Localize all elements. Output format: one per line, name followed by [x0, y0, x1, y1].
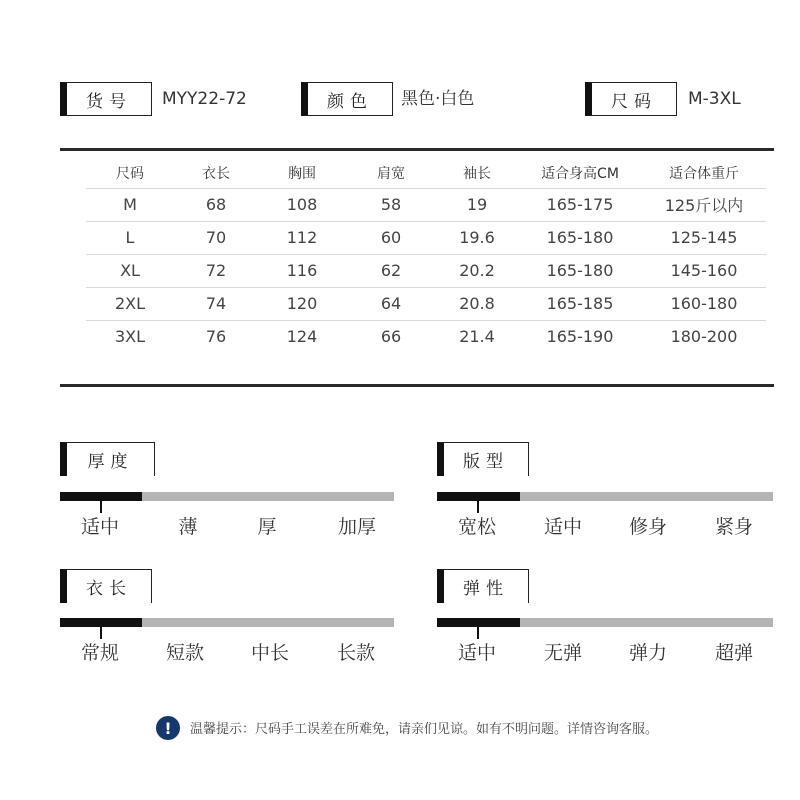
- table-cell: 58: [346, 188, 436, 221]
- table-cell: 116: [258, 254, 346, 287]
- length-option: 短款: [165, 642, 205, 664]
- length-option: 常规: [80, 642, 120, 664]
- table-cell: 20.2: [436, 254, 518, 287]
- elasticity-option: 适中: [457, 642, 497, 664]
- fit-option: 紧身: [714, 516, 754, 538]
- thickness-title: 厚度: [87, 452, 134, 472]
- size-range-value: M-3XL: [688, 89, 741, 109]
- table-cell: L: [86, 221, 174, 254]
- table-row: [86, 254, 766, 287]
- length-option: 中长: [250, 642, 290, 664]
- item-number-label: 货号: [86, 91, 132, 112]
- table-cell: 20.8: [436, 287, 518, 320]
- table-cell: M: [86, 188, 174, 221]
- elasticity-option: 弹力: [628, 642, 668, 664]
- elasticity-scale-indicator: [437, 618, 520, 627]
- table-cell: 74: [174, 287, 258, 320]
- thickness-option: 加厚: [337, 516, 377, 538]
- fit-option: 宽松: [457, 516, 497, 538]
- exclamation-icon: !: [156, 716, 180, 740]
- table-cell: 21.4: [459, 327, 495, 347]
- fit-title: 版型: [463, 452, 509, 472]
- table-cell: 165-180: [518, 254, 642, 287]
- fit-scale-indicator: [437, 492, 520, 501]
- table-cell: 108: [258, 188, 346, 221]
- table-cell: 19: [436, 188, 518, 221]
- table-cell: 180-200: [670, 327, 738, 347]
- table-cell: 70: [174, 221, 258, 254]
- table-cell: 68: [174, 188, 258, 221]
- color-value: 黑色·白色: [401, 89, 475, 109]
- table-cell: 72: [174, 254, 258, 287]
- header-cell: 尺码: [116, 165, 144, 182]
- size-chart-table: [86, 158, 766, 353]
- table-header-row: [86, 158, 766, 188]
- thickness-title-box: [60, 442, 155, 476]
- table-cell: 62: [346, 254, 436, 287]
- table-cell: 125斤以内: [642, 188, 766, 221]
- table-row: [86, 320, 766, 353]
- size-label-box: [585, 82, 677, 116]
- table-cell: 112: [258, 221, 346, 254]
- elasticity-option: 超弹: [714, 642, 754, 664]
- header-cell: 适合体重斤: [669, 165, 739, 182]
- item-number-value: MYY22-72: [162, 89, 247, 109]
- table-cell: 160-180: [642, 287, 766, 320]
- table-cell: XL: [86, 254, 174, 287]
- thickness-option: 适中: [80, 516, 120, 538]
- table-cell: 125-145: [642, 221, 766, 254]
- header-cell: 适合身高CM: [541, 165, 619, 182]
- fit-title-box: [437, 442, 529, 476]
- header-cell: 衣长: [202, 165, 230, 182]
- table-cell: 165-175: [518, 188, 642, 221]
- table-cell: 3XL: [114, 327, 146, 347]
- table-cell: 165-185: [518, 287, 642, 320]
- item-number-label-box: [60, 82, 152, 116]
- thickness-option: 薄: [178, 516, 198, 538]
- table-cell: 64: [346, 287, 436, 320]
- table-row: [86, 188, 766, 221]
- table-cell: 120: [258, 287, 346, 320]
- header-cell: 胸围: [288, 165, 316, 182]
- length-option: 长款: [336, 642, 376, 664]
- header-cell: 肩宽: [377, 165, 405, 182]
- table-top-divider: [60, 148, 774, 151]
- table-row: [86, 287, 766, 320]
- thickness-option: 厚: [257, 516, 277, 538]
- table-bottom-divider: [60, 384, 774, 387]
- length-title-box: [60, 569, 152, 603]
- color-label-box: [301, 82, 393, 116]
- table-cell: 165-190: [546, 327, 614, 347]
- table-cell: 2XL: [86, 287, 174, 320]
- header-cell: 袖长: [463, 165, 491, 182]
- fit-option: 适中: [543, 516, 583, 538]
- size-label: 尺码: [611, 91, 657, 112]
- table-cell: 66: [380, 327, 402, 347]
- elasticity-option: 无弹: [543, 642, 583, 664]
- notice-text: 温馨提示：尺码手工误差在所难免，请亲们见谅。如有不明问题。详情咨询客服。: [190, 722, 659, 737]
- table-cell: 165-180: [518, 221, 642, 254]
- table-cell: 19.6: [436, 221, 518, 254]
- table-cell: 145-160: [642, 254, 766, 287]
- table-cell: 60: [346, 221, 436, 254]
- table-cell: 76: [205, 327, 227, 347]
- table-row: [86, 221, 766, 254]
- table-cell: 124: [286, 327, 318, 347]
- length-title: 衣长: [86, 579, 132, 599]
- color-label: 颜色: [327, 91, 373, 112]
- elasticity-title-box: [437, 569, 529, 603]
- elasticity-title: 弹性: [463, 579, 509, 599]
- fit-option: 修身: [628, 516, 668, 538]
